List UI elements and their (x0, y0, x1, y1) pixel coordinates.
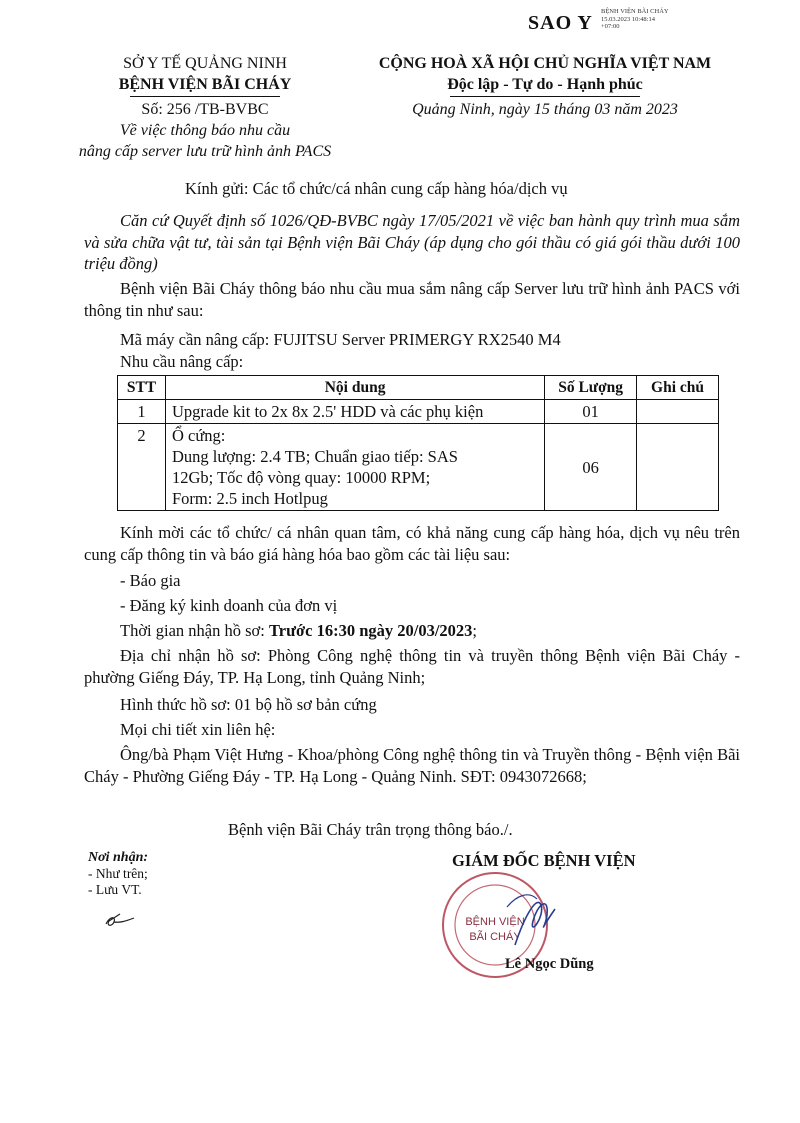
closing-line: Bệnh viện Bãi Cháy trân trọng thông báo./. (228, 820, 513, 839)
org-name: BỆNH VIỆN BÃI CHÁY (60, 74, 350, 97)
agency-name: SỞ Y TẾ QUẢNG NINH (123, 55, 287, 72)
row-note (637, 400, 719, 424)
contact-paragraph: Ông/bà Phạm Việt Hưng - Khoa/phòng Công nghệ thông tin và Truyền thông - Bệnh viện Bãi Cháy - Phường Giếng Đáy - TP. Hạ Long - Quảng Ninh. SĐT: 0943072668; (84, 745, 740, 786)
seal-line-1: BỆNH VIỆN (465, 916, 525, 928)
copy-stamp-tz: +07:00 (601, 23, 620, 30)
seal-line-2: BÃI CHÁY (469, 931, 521, 943)
table-row (118, 424, 719, 511)
legal-basis: Căn cứ Quyết định số 1026/QĐ-BVBC ngày 17/05/2021 về việc ban hành quy trình mua sắm và sửa chữa vật tư, tài sản tại Bệnh viện Bãi Cháy (áp dụng cho gói thầu có giá gói thầu dưới 100 triệu đồng) (84, 211, 740, 273)
copy-stamp-meta (601, 8, 669, 31)
col-header-stt: STT (118, 376, 166, 400)
deadline-value: Trước 16:30 ngày 20/03/2023 (268, 621, 473, 640)
issuer-block (60, 53, 350, 162)
submission-address: Địa chỉ nhận hồ sơ: Phòng Công nghệ thông tin và truyền thông Bệnh viện Bãi Cháy - phường Giếng Đáy, TP. Hạ Long, tỉnh Quảng Ninh; (84, 646, 740, 687)
requirements-table (117, 375, 719, 511)
row-stt: 1 (118, 400, 166, 424)
doc-item-1: - Báo gia (120, 571, 181, 590)
need-label: Nhu cầu nâng cấp: (120, 352, 244, 371)
row-note (637, 424, 719, 511)
col-header-content: Nội dung (165, 376, 544, 400)
col-header-qty: Số Lượng (545, 376, 637, 400)
machine-model: Mã máy cần nâng cấp: FUJITSU Server PRIMERGY RX2540 M4 (120, 330, 561, 349)
recipient-item: - Như trên; (88, 866, 148, 881)
subject-line-1: Về việc thông báo nhu cầu (119, 122, 291, 139)
invitation-paragraph: Kính mời các tổ chức/ cá nhân quan tâm, có khả năng cung cấp hàng hóa, dịch vụ nêu trên cung cấp thông tin và báo giá hàng hóa bao gồm các tài liệu sau: (84, 523, 740, 564)
doc-item-2: - Đăng ký kinh doanh của đơn vị (120, 596, 338, 615)
nation-name: CỘNG HOÀ XÃ HỘI CHỦ NGHĨA VIỆT NAM (378, 55, 712, 72)
deadline: Thời gian nhận hồ sơ: Trước 16:30 ngày 20/03/2023; (120, 621, 478, 640)
table-header-row (118, 376, 719, 400)
intro-paragraph: Bệnh viện Bãi Cháy thông báo nhu cầu mua sắm nâng cấp Server lưu trữ hình ảnh PACS với thông tin như sau: (84, 279, 740, 320)
table-row (118, 400, 719, 424)
motto: Độc lập - Tự do - Hạnh phúc (345, 74, 745, 97)
director-title: GIÁM ĐỐC BỆNH VIỆN (452, 851, 636, 870)
row-stt: 2 (118, 424, 166, 511)
salutation: Kính gửi: Các tổ chức/cá nhân cung cấp hàng hóa/dịch vụ (185, 179, 568, 198)
subject-line-2: nâng cấp server lưu trữ hình ảnh PACS (78, 143, 332, 160)
doc-number: Số: 256 /TB-BVBC (141, 101, 269, 118)
row-content: Ổ cứng: Dung lượng: 2.4 TB; Chuẩn giao tiếp: SAS 12Gb; Tốc độ vòng quay: 10000 RPM; Form: 2.5 inch Hotlpug (165, 424, 544, 511)
col-header-note: Ghi chú (637, 376, 719, 400)
row-qty: 06 (545, 424, 637, 511)
recipients-block (88, 850, 148, 898)
recipients-label: Nơi nhận: (88, 850, 149, 865)
recipient-item: - Lưu VT. (88, 882, 142, 897)
place-date: Quảng Ninh, ngày 15 tháng 03 năm 2023 (412, 101, 678, 118)
row-content: Upgrade kit to 2x 8x 2.5' HDD và các phụ kiện (165, 400, 544, 424)
copy-stamp-label: SAO Y (528, 12, 593, 34)
copy-stamp-org: BỆNH VIỆN BÃI CHÁY (601, 8, 669, 15)
copy-stamp-date: 15.03.2023 10:48:14 (601, 15, 655, 23)
copy-stamp (528, 4, 688, 44)
contact-label: Mọi chi tiết xin liên hệ: (120, 720, 276, 739)
initial-signature-mark (100, 910, 140, 930)
director-name: Lê Ngọc Dũng (505, 956, 594, 972)
submission-form: Hình thức hồ sơ: 01 bộ hồ sơ bản cứng (120, 695, 377, 714)
nation-block (345, 53, 745, 120)
row-qty: 01 (545, 400, 637, 424)
